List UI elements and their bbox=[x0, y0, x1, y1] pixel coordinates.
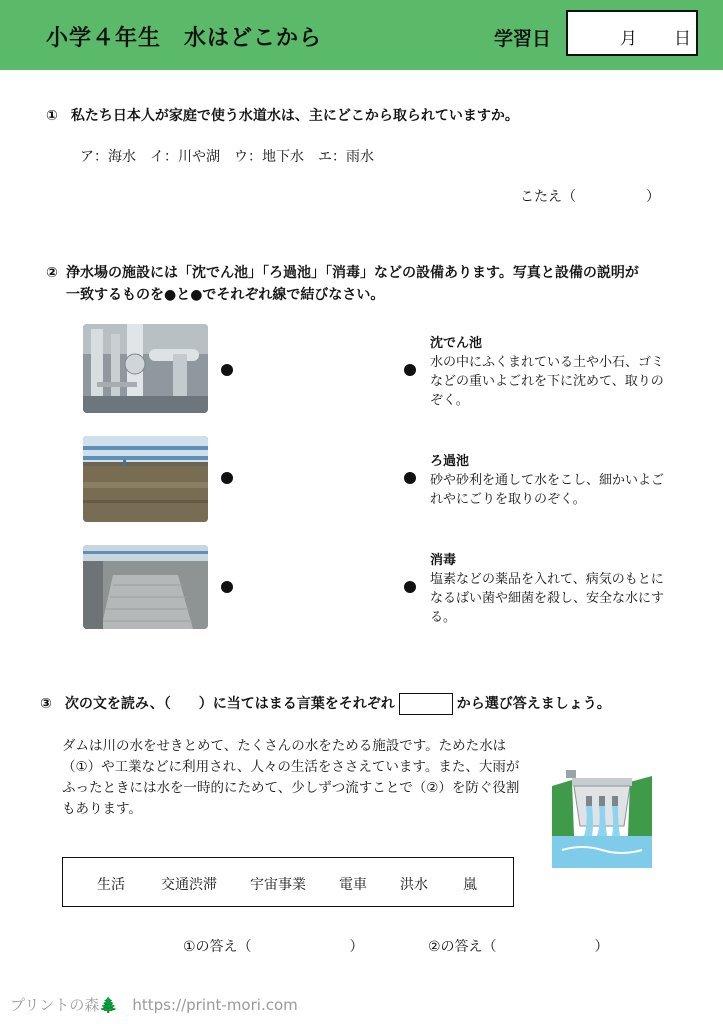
question-2-number: ② bbox=[46, 265, 58, 281]
word-choice: 嵐 bbox=[463, 877, 477, 893]
photo-filter-bed bbox=[83, 545, 208, 629]
footer-url[interactable]: https://print-mori.com bbox=[132, 996, 298, 1014]
photo-sedimentation-pool bbox=[83, 436, 208, 522]
desc-1-term: 沈でん池 bbox=[430, 336, 483, 351]
footer bbox=[10, 994, 298, 1015]
desc-sedimentation bbox=[430, 334, 670, 410]
page-title: 小学４年生 水はどこから bbox=[46, 26, 323, 51]
desc-1-dot[interactable] bbox=[404, 364, 416, 376]
inline-blank-box bbox=[399, 693, 453, 715]
day-label: 日 bbox=[674, 29, 691, 49]
word-choice: 交通渋滞 bbox=[161, 877, 217, 893]
question-1-answer[interactable]: こたえ（ ） bbox=[520, 189, 660, 205]
question-3-instr-a: 次の文を読み、（ ）に当てはまる言葉をそれぞれ bbox=[64, 696, 395, 712]
question-2-line2: 一致するものを●と●でそれぞれ線で結びなさい。 bbox=[66, 287, 385, 303]
question-2-line1: 浄水場の施設には「沈でん池」「ろ過池」「消毒」などの設備あります。写真と設備の説明が bbox=[66, 265, 639, 281]
header-bar bbox=[0, 0, 723, 70]
question-1-choices: ア：海水 イ：川や湖 ウ：地下水 エ：雨水 bbox=[80, 149, 374, 165]
photo-2-dot[interactable] bbox=[221, 472, 233, 484]
answer-2-field[interactable]: ②の答え（ ） bbox=[428, 939, 609, 955]
desc-disinfection bbox=[430, 551, 670, 627]
question-1-number: ① bbox=[46, 108, 58, 124]
word-choice: 洪水 bbox=[400, 877, 428, 893]
desc-2-dot[interactable] bbox=[404, 472, 416, 484]
footer-brand: プリントの森🌲 bbox=[10, 996, 119, 1014]
photo-3-dot[interactable] bbox=[221, 581, 233, 593]
word-choice: 宇宙事業 bbox=[250, 877, 306, 893]
question-3-number: ③ bbox=[40, 696, 52, 712]
date-box[interactable] bbox=[566, 10, 698, 56]
question-1 bbox=[46, 105, 519, 127]
question-3 bbox=[40, 693, 611, 715]
desc-3-term: 消毒 bbox=[430, 553, 457, 568]
word-choice: 生活 bbox=[97, 877, 125, 893]
desc-3-text: 塩素などの薬品を入れて、病気のもとになるばい菌や細菌を殺し、安全な水にする。 bbox=[430, 572, 665, 625]
question-2 bbox=[46, 262, 639, 306]
word-choice-box bbox=[62, 857, 514, 907]
desc-2-text: 砂や砂利を通して水をこし、細かいよごれやにごりを取りのぞく。 bbox=[430, 473, 665, 507]
dam-illustration bbox=[552, 766, 652, 868]
photo-1-dot[interactable] bbox=[221, 364, 233, 376]
month-label: 月 bbox=[620, 29, 637, 49]
answer-1-field[interactable]: ①の答え（ ） bbox=[183, 939, 364, 955]
word-choice: 電車 bbox=[339, 877, 367, 893]
date-label: 学習日 bbox=[494, 28, 552, 50]
photo-pipes bbox=[83, 324, 208, 413]
question-3-instr-b: から選び答えましょう。 bbox=[456, 696, 611, 712]
desc-3-dot[interactable] bbox=[404, 581, 416, 593]
desc-1-text: 水の中にふくまれている土や小石、ゴミなどの重いよごれを下に沈めて、取りのぞく。 bbox=[430, 355, 665, 408]
desc-2-term: ろ過池 bbox=[430, 454, 470, 469]
question-3-body: ダムは川の水をせきとめて、たくさんの水をためる施設です。ためた水は（①）や工業などに利用され、人々の生活をささえています。また、大雨がふったときには水を一時的にためて、少しずつ流すことで（②）を防ぐ役割もあります。 bbox=[62, 738, 520, 817]
question-1-text: 私たち日本人が家庭で使う水道水は、主にどこから取られていますか。 bbox=[70, 108, 519, 124]
desc-filtration bbox=[430, 452, 670, 509]
